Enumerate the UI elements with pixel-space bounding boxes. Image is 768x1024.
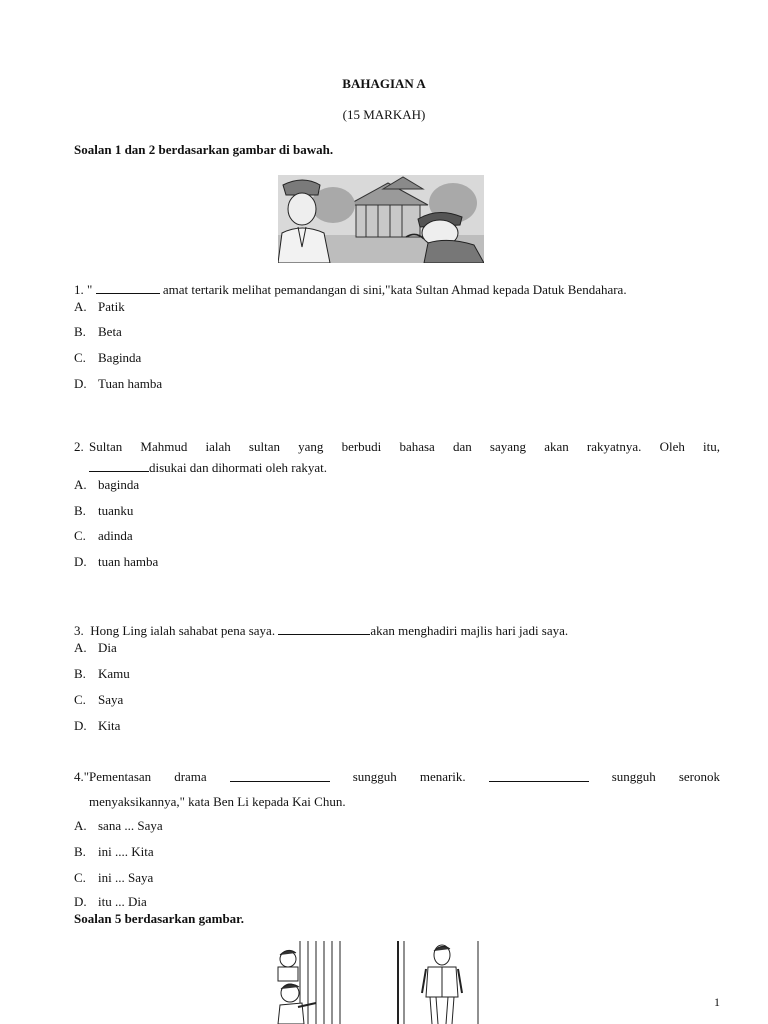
question-3-stem: [74, 622, 568, 639]
question-number: 3.: [74, 623, 84, 638]
question-1-stem: [74, 281, 627, 298]
marks-label: (15 MARKAH): [342, 107, 426, 122]
option-d: D. Kita: [74, 718, 121, 733]
option-a: A. Dia: [74, 640, 117, 655]
question-4-line-1: 4."Pementasan drama sungguh menarik. sungguh seronok: [74, 769, 720, 784]
question-4-line-2: menyaksikannya," kata Ben Li kepada Kai Chun.: [89, 794, 346, 809]
instruction-questions-1-2: Soalan 1 dan 2 berdasarkan gambar di bawah.: [74, 142, 334, 157]
option-b: B. Beta: [74, 324, 122, 339]
option-b: B. Kamu: [74, 666, 130, 681]
answer-blank: [89, 459, 149, 472]
question-2-line-1: Sultan Mahmud ialah sultan yang berbudi bahasa dan sayang akan rakyatnya. Oleh itu,: [89, 439, 720, 454]
answer-blank: [230, 769, 330, 782]
option-b: B. ini .... Kita: [74, 844, 154, 859]
option-c: C. adinda: [74, 528, 133, 543]
option-c: C. Baginda: [74, 350, 142, 365]
option-b: B. tuanku: [74, 503, 134, 518]
option-d: D. Tuan hamba: [74, 376, 163, 391]
option-a: A. Patik: [74, 299, 125, 314]
question-number: 1.: [74, 282, 84, 297]
question-2-line-2: disukai dan dihormati oleh rakyat.: [89, 459, 327, 476]
quote-mark: ": [87, 282, 93, 297]
option-a: A. sana ... Saya: [74, 818, 163, 833]
option-d: D. itu ... Dia: [74, 894, 147, 909]
section-title: BAHAGIAN A: [342, 76, 426, 91]
option-c: C. Saya: [74, 692, 124, 707]
page-number: 1: [714, 995, 720, 1009]
question-text: amat tertarik melihat pemandangan di sini,"kata Sultan Ahmad kepada Datuk Bendahara.: [162, 282, 627, 297]
answer-blank: [278, 622, 370, 635]
answer-blank: [489, 769, 589, 782]
option-c: C. ini ... Saya: [74, 870, 154, 885]
question-text-after: akan menghadiri majlis hari jadi saya.: [370, 623, 569, 638]
illustration-sultan-scene: [278, 175, 484, 263]
instruction-question-5: Soalan 5 berdasarkan gambar.: [74, 911, 244, 926]
answer-blank: [96, 281, 160, 294]
illustration-man-doorway: [394, 941, 480, 1024]
option-d: D. tuan hamba: [74, 554, 159, 569]
question-number: 2.: [74, 439, 84, 454]
question-text-before: Hong Ling ialah sahabat pena saya.: [90, 623, 276, 638]
option-a: A. baginda: [74, 477, 140, 492]
illustration-boys-window: [276, 941, 342, 1024]
